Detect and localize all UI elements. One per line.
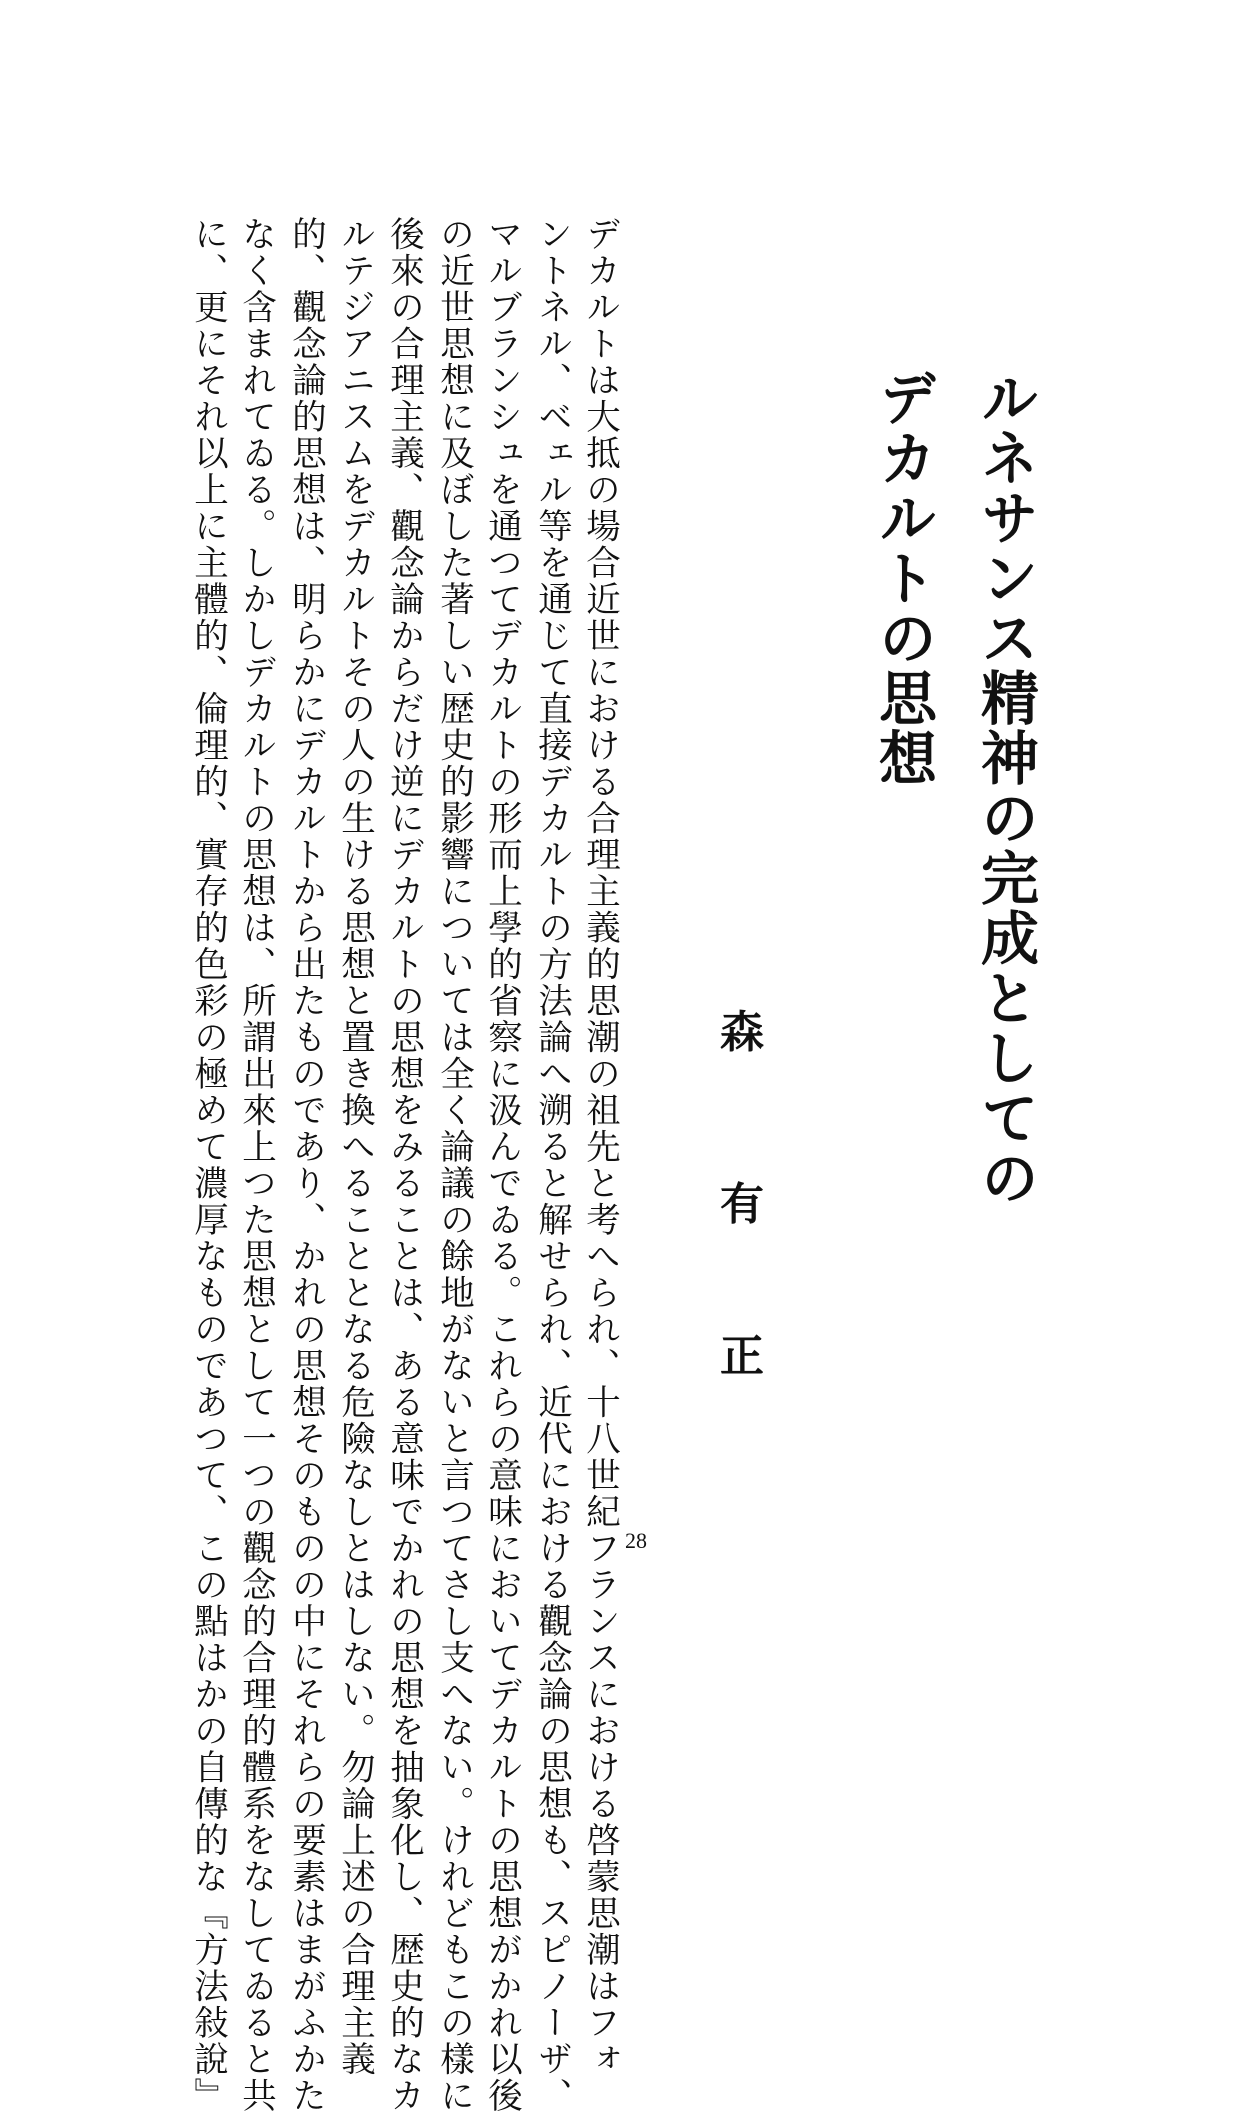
title-line-1: ルネサンス精神の完成としての bbox=[971, 368, 1039, 1208]
body-line-8: なく含まれてゐる。しかしデカルトの思想は、所謂出來上つた思想として一つの觀念的合理的體系をなしてゐると共 bbox=[235, 216, 276, 2114]
body-line-7: 的、觀念論的思想は、明らかにデカルトから出たものであり、かれの思想そのものの中にそれらの要素はまがふかた bbox=[285, 216, 326, 2114]
body-line-9: に、更にそれ以上に主體的、倫理的、實存的色彩の極めて濃厚なものであつて、この點はかの自傳的な『方法敍說』 bbox=[187, 216, 228, 2114]
body-line-6: ルテジアニスムをデカルトその人の生ける思想と置き換へることとなる危險なしとはしない。勿論上述の合理主義 bbox=[334, 216, 375, 2078]
title-line-2: デカルトの思想 bbox=[869, 368, 937, 788]
author-name-char-2: 有 bbox=[720, 1179, 764, 1230]
body-line-1: デカルトは大抵の場合近世における合理主義的思潮の祖先と考へられ、十八世紀フランスにおける啓蒙思潮はフォ bbox=[579, 216, 620, 2078]
body-line-4: の近世思想に及ぼした著しい歴史的影響については全く論議の餘地がないと言つてさし支へない。けれどもこの樣に bbox=[433, 216, 474, 2114]
body-line-2: ントネル、ベェル等を通じて直接デカルトの方法論へ溯ると解せられ、近代における觀念論の思想も、スピノーザ、 bbox=[531, 216, 572, 2114]
page-number: 28 bbox=[625, 1528, 647, 1553]
body-line-5: 後來の合理主義、觀念論からだけ逆にデカルトの思想をみることは、ある意味でかれの思想を抽象化し、歴史的なカ bbox=[383, 216, 424, 2114]
author-name-char-1: 森 bbox=[720, 1007, 764, 1058]
body-line-3: マルブランシュを通つてデカルトの形而上學的省察に汲んでゐる。これらの意味においてデカルトの思想がかれ以後 bbox=[481, 216, 522, 2114]
author-name-char-3: 正 bbox=[720, 1331, 764, 1382]
